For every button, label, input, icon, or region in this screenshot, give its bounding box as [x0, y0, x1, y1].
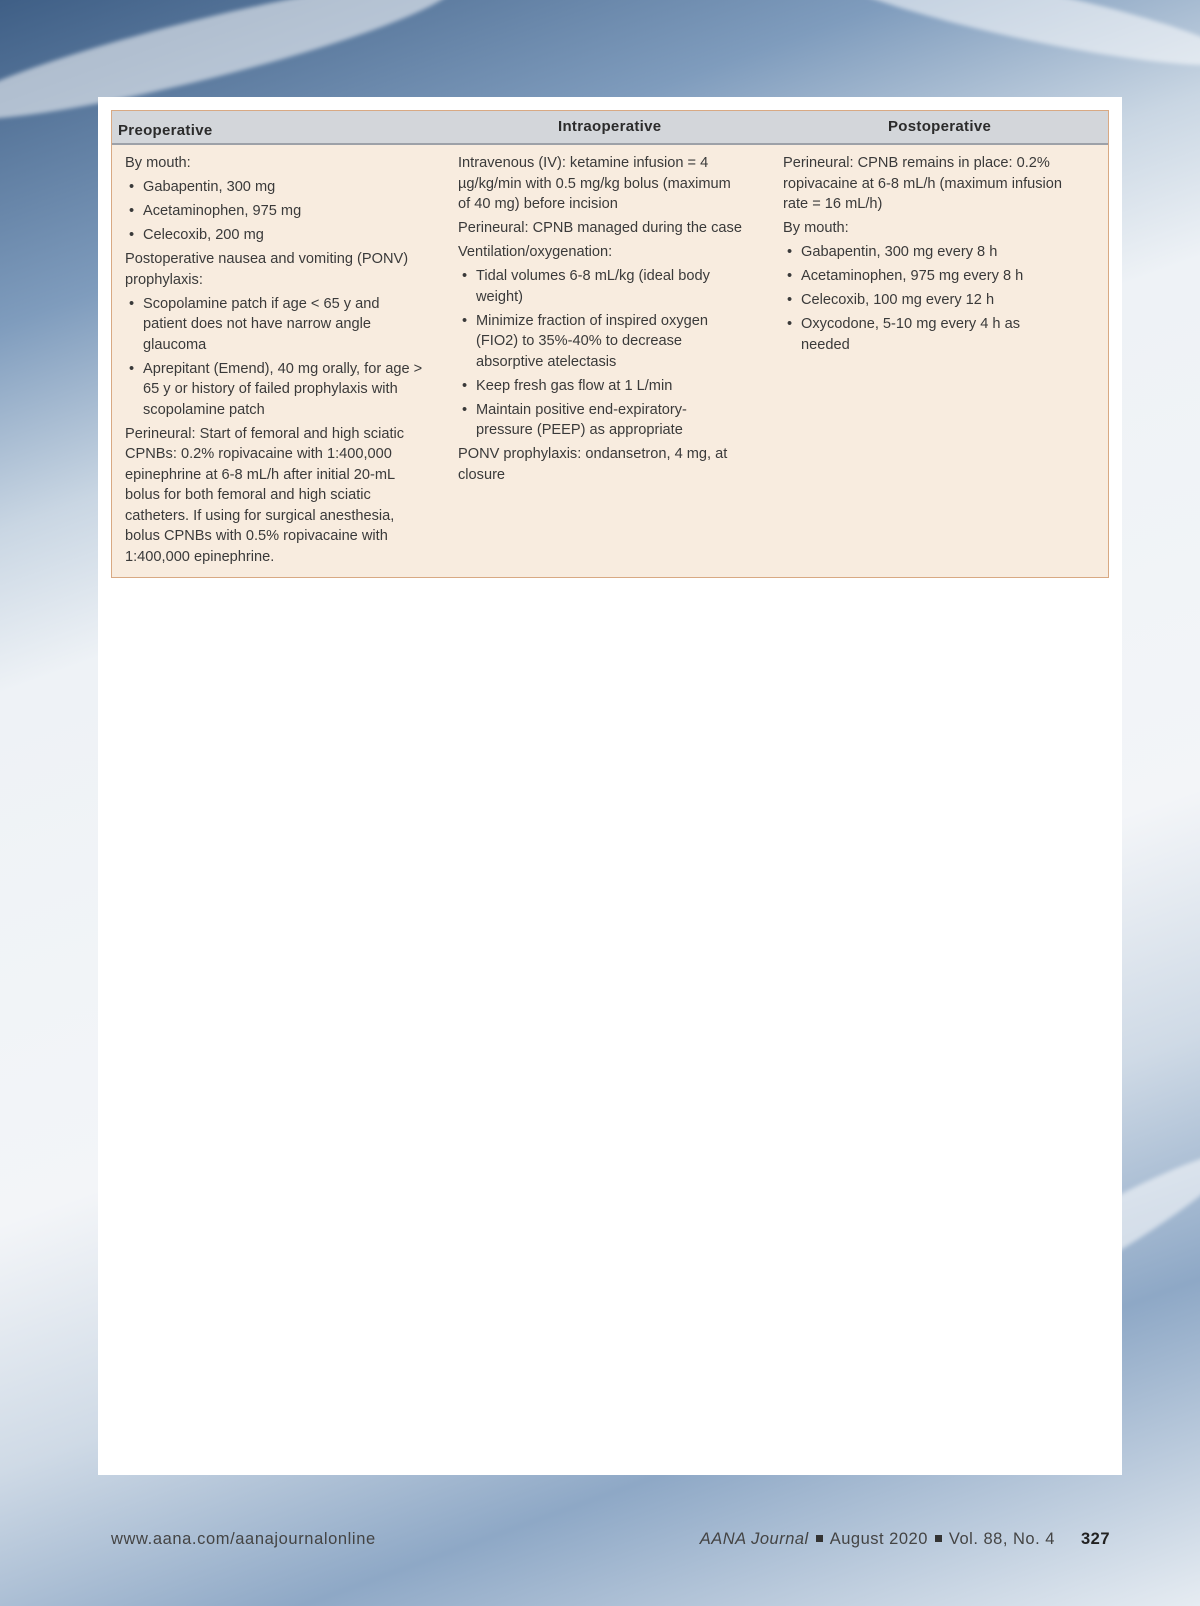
intra-ponv: PONV prophylaxis: ondansetron, 4 mg, at closure — [458, 446, 728, 483]
footer-page-number: 327 — [1080, 1530, 1110, 1548]
pre-mouth-item: • Gabapentin, 300 mg — [125, 177, 425, 198]
pre-ponv-label: Postoperative nausea and vomiting (PONV) prophylaxis: — [125, 251, 409, 288]
pre-ponv-item: • Aprepitant (Emend), 40 mg orally, for age > 65 y or history of failed prophylaxis with scopolamine patch — [125, 359, 425, 421]
intra-perineural: Perineural: CPNB managed during the case — [458, 220, 742, 236]
pre-mouth-item: • Acetaminophen, 975 mg — [125, 201, 425, 222]
intra-vent-item: • Minimize fraction of inspired oxygen (FIO2) to 35%-40% to decrease absorptive atelectasis — [458, 311, 742, 373]
post-mouth-item: • Gabapentin, 300 mg every 8 h — [783, 242, 1063, 263]
post-mouth-item: • Acetaminophen, 975 mg every 8 h — [783, 266, 1063, 287]
table-header-row — [112, 111, 1108, 145]
footer-url: www.aana.com/aanajournalonline — [111, 1530, 376, 1548]
intra-iv: Intravenous (IV): ketamine infusion = 4 µg/kg/min with 0.5 mg/kg bolus (maximum of 40 mg) before incision — [458, 155, 731, 212]
footer-journal-name: AANA Journal — [699, 1530, 809, 1548]
post-perineural: Perineural: CPNB remains in place: 0.2% ropivacaine at 6-8 mL/h (maximum infusion rate = 16 mL/h) — [783, 155, 1063, 212]
intra-vent-item: • Tidal volumes 6-8 mL/kg (ideal body weight) — [458, 266, 742, 307]
post-mouth-label: By mouth: — [783, 220, 849, 236]
footer-date: August 2020 — [829, 1530, 928, 1548]
footer-volume: Vol. 88, No. 4 — [948, 1530, 1055, 1548]
separator-square-icon — [816, 1535, 823, 1542]
header-preoperative: Preoperative — [118, 122, 213, 139]
intra-vent-item: • Keep fresh gas flow at 1 L/min — [458, 376, 742, 397]
pre-perineural: Perineural: Start of femoral and high sciatic CPNBs: 0.2% ropivacaine with 1:400,000 epinephrine at 6-8 mL/h after initial 20-mL bolus for both femoral and high sciatic catheters. If using for surgical anesthesia, bolus CPNBs with 0.5% ropivacaine with 1:400,000 epinephrine. — [125, 425, 405, 565]
header-postoperative: Postoperative — [888, 118, 992, 135]
intra-vent-item: • Maintain positive end-expiratory-pressure (PEEP) as appropriate — [458, 400, 742, 441]
pre-mouth-item: • Celecoxib, 200 mg — [125, 225, 425, 246]
intra-vent-label: Ventilation/oxygenation: — [458, 244, 613, 260]
pre-ponv-item: • Scopolamine patch if age < 65 y and patient does not have narrow angle glaucoma — [125, 294, 425, 356]
separator-square-icon — [935, 1535, 942, 1542]
protocol-table — [111, 110, 1109, 578]
postoperative-column — [783, 153, 1063, 359]
post-mouth-item: • Oxycodone, 5-10 mg every 4 h as needed — [783, 314, 1063, 355]
preoperative-column — [125, 153, 425, 571]
pre-mouth-label: By mouth: — [125, 155, 191, 171]
header-intraoperative: Intraoperative — [558, 118, 662, 135]
footer-journal-info — [700, 1530, 1110, 1549]
post-mouth-item: • Celecoxib, 100 mg every 12 h — [783, 290, 1063, 311]
intraoperative-column — [458, 153, 742, 489]
